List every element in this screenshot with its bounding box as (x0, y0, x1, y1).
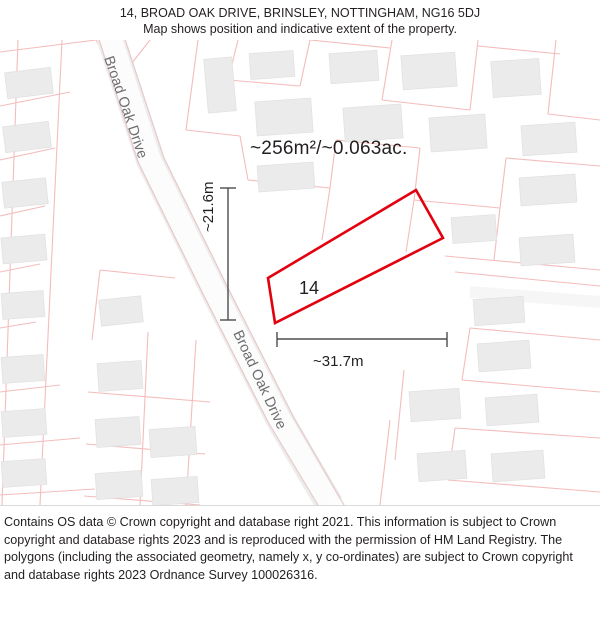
copyright-text: Contains OS data © Crown copyright and database right 2021. This information is subject to Crown copyright and database rights 2023 and is reproduced with the permission of HM Land Registry. The polygons (including the associated geometry, namely x, y co-ordinates) are subject to Crown copyright and database rights 2023 Ordnance Survey 100026316. (4, 515, 573, 582)
width-dimension-label: ~31.7m (313, 353, 364, 370)
page-title: 14, BROAD OAK DRIVE, BRINSLEY, NOTTINGHAM, NG16 5DJ (119, 6, 481, 20)
map-vector-layer (0, 40, 600, 505)
copyright-footer (0, 505, 600, 625)
page-header (0, 0, 600, 40)
page-subtitle: Map shows position and indicative extent of the property. (143, 22, 457, 36)
height-dimension-label: ~21.6m (200, 181, 217, 232)
road-label-lower: Broad Oak Drive (229, 327, 290, 432)
area-label: ~256m²/~0.063ac. (250, 138, 408, 159)
road-label-upper: Broad Oak Drive (100, 54, 151, 161)
plot-number-label: 14 (299, 278, 320, 298)
map-canvas[interactable] (0, 40, 600, 505)
